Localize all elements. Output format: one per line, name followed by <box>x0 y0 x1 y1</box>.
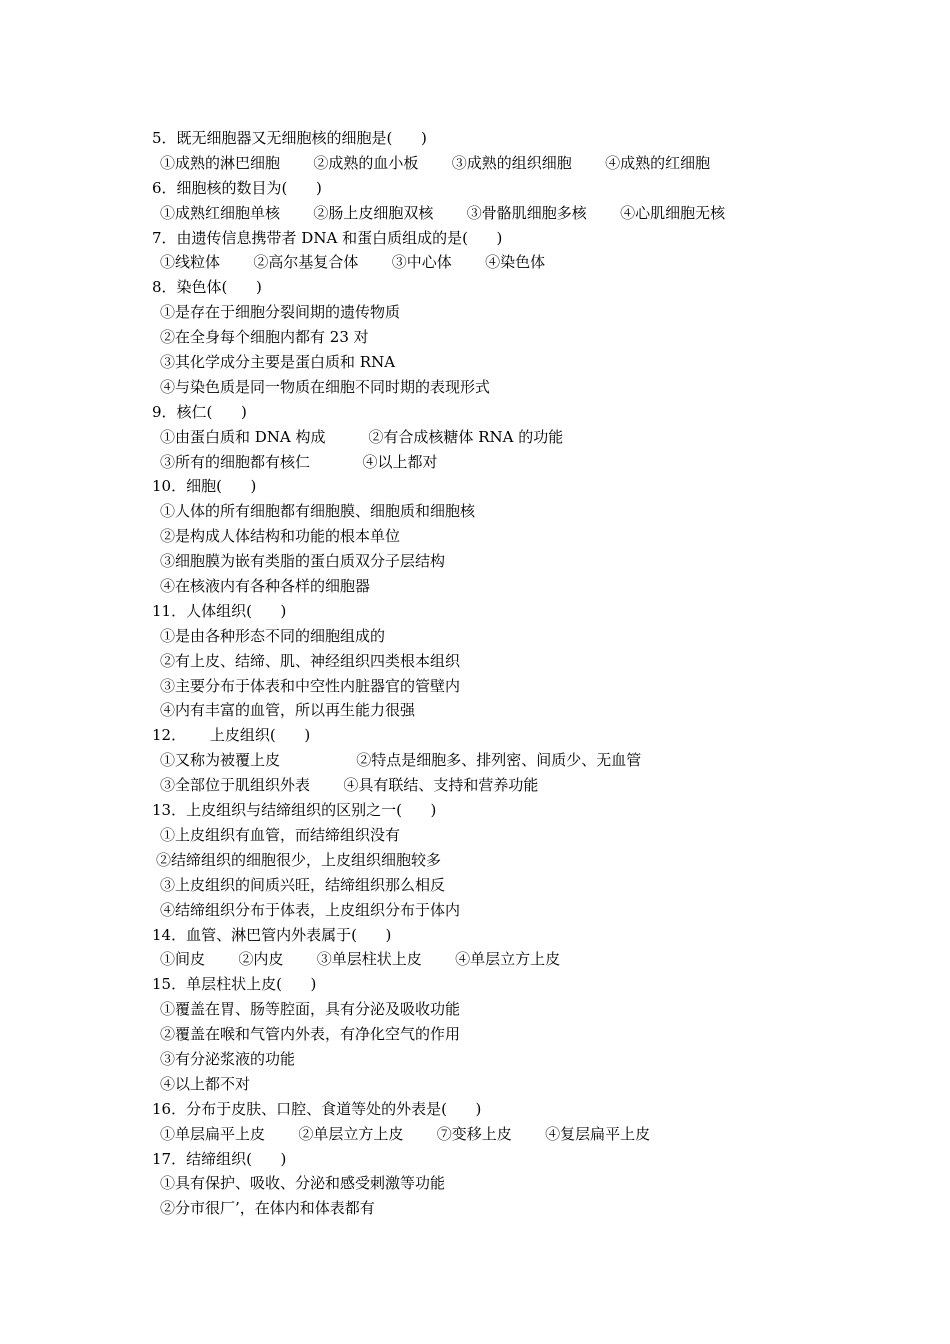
option-line: ②在全身每个细胞内都有 23 对 <box>160 328 369 347</box>
option-line: ②分市很厂’，在体内和体表都有 <box>160 1199 375 1218</box>
option-line: ①成熟红细胞单核 ②肠上皮细胞双核 ③骨骼肌细胞多核 ④心肌细胞无核 <box>160 203 726 222</box>
option-line: ①覆盖在胃、肠等腔面，具有分泌及吸收功能 <box>160 1000 461 1019</box>
option-line: ②有上皮、结缔、肌、神经组织四类根本组织 <box>160 651 461 670</box>
option-line: ②结缔组织的细胞很少，上皮组织细胞较多 <box>156 850 442 869</box>
option-line: ②覆盖在喉和气管内外表，有净化空气的作用 <box>160 1025 461 1044</box>
question-line: 13．上皮组织与结缔组织的区别之一( ) <box>152 801 437 820</box>
option-line: ③有分泌浆液的功能 <box>160 1049 296 1068</box>
option-line: ①是存在于细胞分裂间期的遗传物质 <box>160 303 401 322</box>
question-line: 16．分布于皮肤、口腔、食道等处的外表是( ) <box>152 1099 482 1118</box>
question-line: 15．单层柱状上皮( ) <box>152 975 317 994</box>
option-line: ①具有保护、吸收、分泌和感受刺激等功能 <box>160 1174 446 1193</box>
question-line: 5．既无细胞器又无细胞核的细胞是( ) <box>152 129 427 147</box>
question-line: 17．结缔组织( ) <box>152 1149 287 1168</box>
question-line: 11．人体组织( ) <box>152 601 287 620</box>
option-line: ③全部位于肌组织外表 ④具有联结、支持和营养功能 <box>160 776 539 795</box>
question-line: 12． 上皮组织( ) <box>152 726 311 745</box>
option-line: ①上皮组织有血管，而结缔组织没有 <box>160 825 401 844</box>
option-line: ④结缔组织分布于体表，上皮组织分布于体内 <box>160 900 461 919</box>
option-line: ③所有的细胞都有核仁 ④以上都对 <box>160 452 438 471</box>
question-line: 10．细胞( ) <box>152 477 257 496</box>
question-line: 8．染色体( ) <box>152 278 262 297</box>
option-line: ①又称为被覆上皮 ②特点是细胞多、排列密、间质少、无血管 <box>160 751 642 770</box>
option-line: ③其化学成分主要是蛋白质和 RNA <box>160 353 396 372</box>
option-line: ④与染色质是同一物质在细胞不同时期的表现形式 <box>160 377 491 396</box>
option-line: ③细胞膜为嵌有类脂的蛋白质双分子层结构 <box>160 552 446 571</box>
option-line: ①成熟的淋巴细胞 ②成熟的血小板 ③成熟的组织细胞 ④成熟的红细胞 <box>160 153 711 172</box>
option-line: ④以上都不对 <box>160 1074 251 1093</box>
option-line: ②是构成人体结构和功能的根本单位 <box>160 527 401 546</box>
option-line: ③上皮组织的间质兴旺，结缔组织那么相反 <box>160 875 446 894</box>
question-line: 14．血管、淋巴管内外表属于( ) <box>152 925 392 944</box>
question-line: 7．由遗传信息携带者 DNA 和蛋白质组成的是( ) <box>152 228 503 247</box>
option-line: ①是由各种形态不同的细胞组成的 <box>160 626 386 645</box>
option-line: ①人体的所有细胞都有细胞膜、细胞质和细胞核 <box>160 502 476 521</box>
option-line: ④内有丰富的血管，所以再生能力很强 <box>160 701 416 720</box>
document-page <box>0 126 950 1221</box>
option-line: ③主要分布于体表和中空性内脏器官的管壁内 <box>160 676 461 695</box>
question-line: 9．核仁( ) <box>152 402 247 421</box>
option-line: ①由蛋白质和 DNA 构成 ②有合成核糖体 RNA 的功能 <box>160 427 564 446</box>
option-line: ①线粒体 ②高尔基复合体 ③中心体 ④染色体 <box>160 253 546 272</box>
question-line: 6．细胞核的数目为( ) <box>152 178 322 197</box>
option-line: ①间皮 ②内皮 ③单层柱状上皮 ④单层立方上皮 <box>160 950 561 969</box>
option-line: ①单层扁平上皮 ②单层立方上皮 ⑦变移上皮 ④复层扁平上皮 <box>160 1124 651 1143</box>
option-line: ④在核液内有各种各样的细胞器 <box>160 577 371 596</box>
